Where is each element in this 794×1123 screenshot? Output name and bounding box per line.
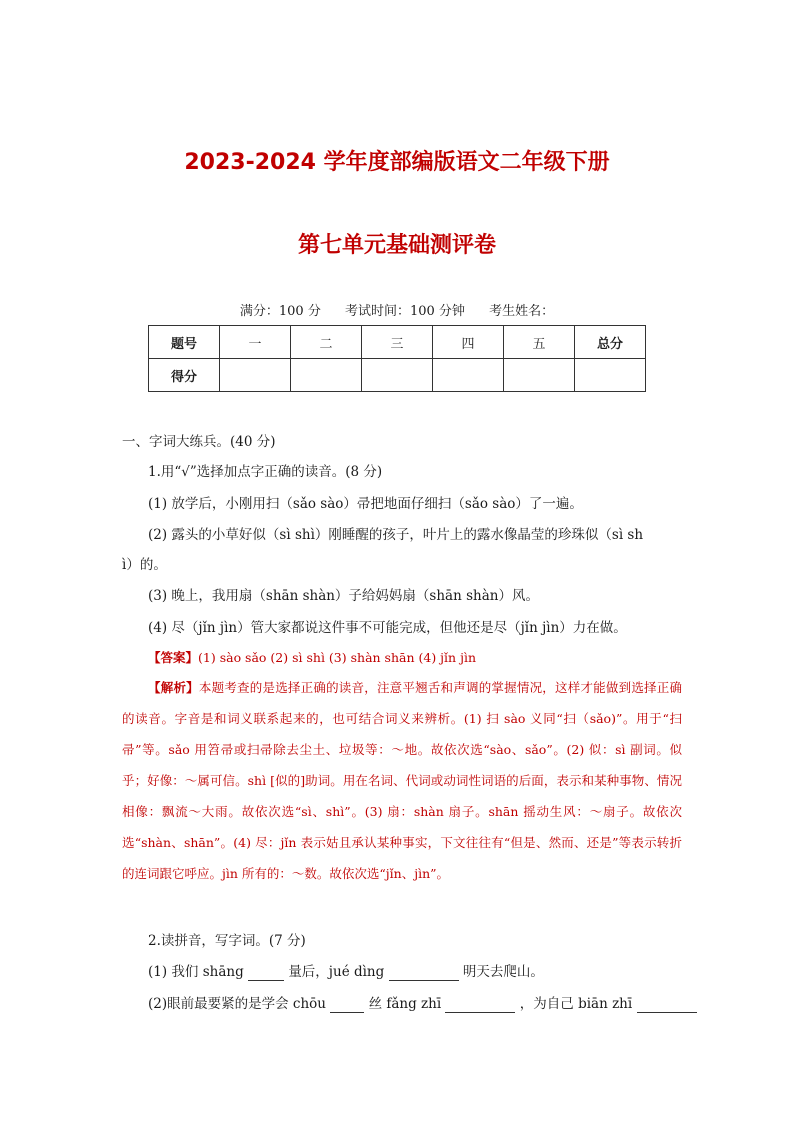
- score-entry-cell[interactable]: [220, 359, 291, 392]
- exam-title-line2: 第七单元基础测评卷: [297, 233, 496, 258]
- score-entry-cell[interactable]: [504, 359, 575, 392]
- score-table: [148, 325, 646, 392]
- answer-label: 【答案】: [148, 650, 199, 665]
- answer-text: (1) sào sǎo (2) sì shì (3) shàn shān (4) jǐn jìn: [198, 650, 476, 665]
- item-text: (1) 我们 shāng: [148, 964, 244, 980]
- score-table-score-row: [149, 359, 646, 392]
- item-text: (2)眼前最要紧的是学会 chōu: [148, 996, 326, 1012]
- question-item: [148, 992, 697, 1013]
- analysis-paragraph: [122, 672, 682, 889]
- item-text: ，为自己 biān zhī: [519, 996, 633, 1012]
- table-cell: 五: [504, 326, 575, 359]
- table-cell: 二: [291, 326, 362, 359]
- exam-info: [0, 300, 794, 319]
- table-cell: 一: [220, 326, 291, 359]
- full-score-label: 满分：100 分: [239, 304, 321, 319]
- score-entry-cell[interactable]: [575, 359, 646, 392]
- table-cell: 四: [433, 326, 504, 359]
- exam-time-label: 考试时间：100 分钟: [344, 304, 465, 319]
- analysis-text: 本题考查的是选择正确的读音，注意平翘舌和声调的掌握情况，这样才能做到选择正确的读音。字音是和词义联系起来的，也可结合词义来辨析。(1) 扫 sào 义同“扫（sǎo)”。用于“扫帚”等。sǎo 用笤帚或扫帚除去尘土、垃圾等：～地。故依次选“sào、sǎo”。(2) 似：sì 副词。似乎；好像：～属可信。shì [似的]助词。用在名词、代词或动词性词语的后面，表示和某种事物、情况相像：飘流～大雨。故依次选“sì、shì”。(3) 扇：shàn 扇子。shān 摇动生风：～扇子。故依次选“shàn、shān”。(4) 尽：jǐn 表示姑且承认某种事实，下文往往有“但是、然而、还是”等表示转折的连词跟它呼应。jìn 所有的：～数。故依次选“jǐn、jìn”。: [122, 680, 682, 881]
- exam-title-line1: 2023-2024 学年度部编版语文二年级下册: [184, 150, 610, 175]
- table-cell: 总分: [575, 326, 646, 359]
- analysis-label: 【解析】: [148, 680, 199, 695]
- table-cell: 得分: [149, 359, 220, 392]
- question-item: (1) 放学后，小刚用扫（sǎo sào）帚把地面仔细扫（sǎo sào）了一遍。: [148, 496, 583, 512]
- item-text: 丝 fǎng zhī: [368, 996, 442, 1012]
- question-stem: 1.用“√”选择加点字正确的读音。(8 分): [148, 464, 383, 480]
- question-stem: 2.读拼音，写字词。(7 分): [148, 933, 306, 949]
- score-entry-cell[interactable]: [433, 359, 504, 392]
- item-text: 量后，jué dìng: [288, 964, 385, 980]
- question-item: (2) 露头的小草好似（sì shì）刚睡醒的孩子，叶片上的露水像晶莹的珍珠似（sì sh: [148, 527, 644, 543]
- score-table-header-row: [149, 326, 646, 359]
- answer-blank[interactable]: [248, 964, 284, 981]
- answer-blank[interactable]: [445, 996, 515, 1013]
- answer-line: [148, 648, 476, 666]
- question-item: [148, 960, 544, 981]
- question-item: (4) 尽（jǐn jìn）管大家都说这件事不可能完成，但他还是尽（jǐn jìn）力在做。: [148, 620, 627, 636]
- section-heading: 一、字词大练兵。(40 分): [122, 434, 276, 450]
- score-entry-cell[interactable]: [291, 359, 362, 392]
- table-cell: 三: [362, 326, 433, 359]
- student-name-label: 考生姓名：: [489, 304, 555, 319]
- answer-blank[interactable]: [330, 996, 364, 1013]
- score-entry-cell[interactable]: [362, 359, 433, 392]
- table-cell: 题号: [149, 326, 220, 359]
- question-item-continued: ì）的。: [122, 557, 167, 573]
- question-item: (3) 晚上，我用扇（shān shàn）子给妈妈扇（shān shàn）风。: [148, 588, 539, 604]
- answer-blank[interactable]: [389, 964, 459, 981]
- answer-blank[interactable]: [637, 996, 697, 1013]
- item-text: 明天去爬山。: [462, 964, 544, 980]
